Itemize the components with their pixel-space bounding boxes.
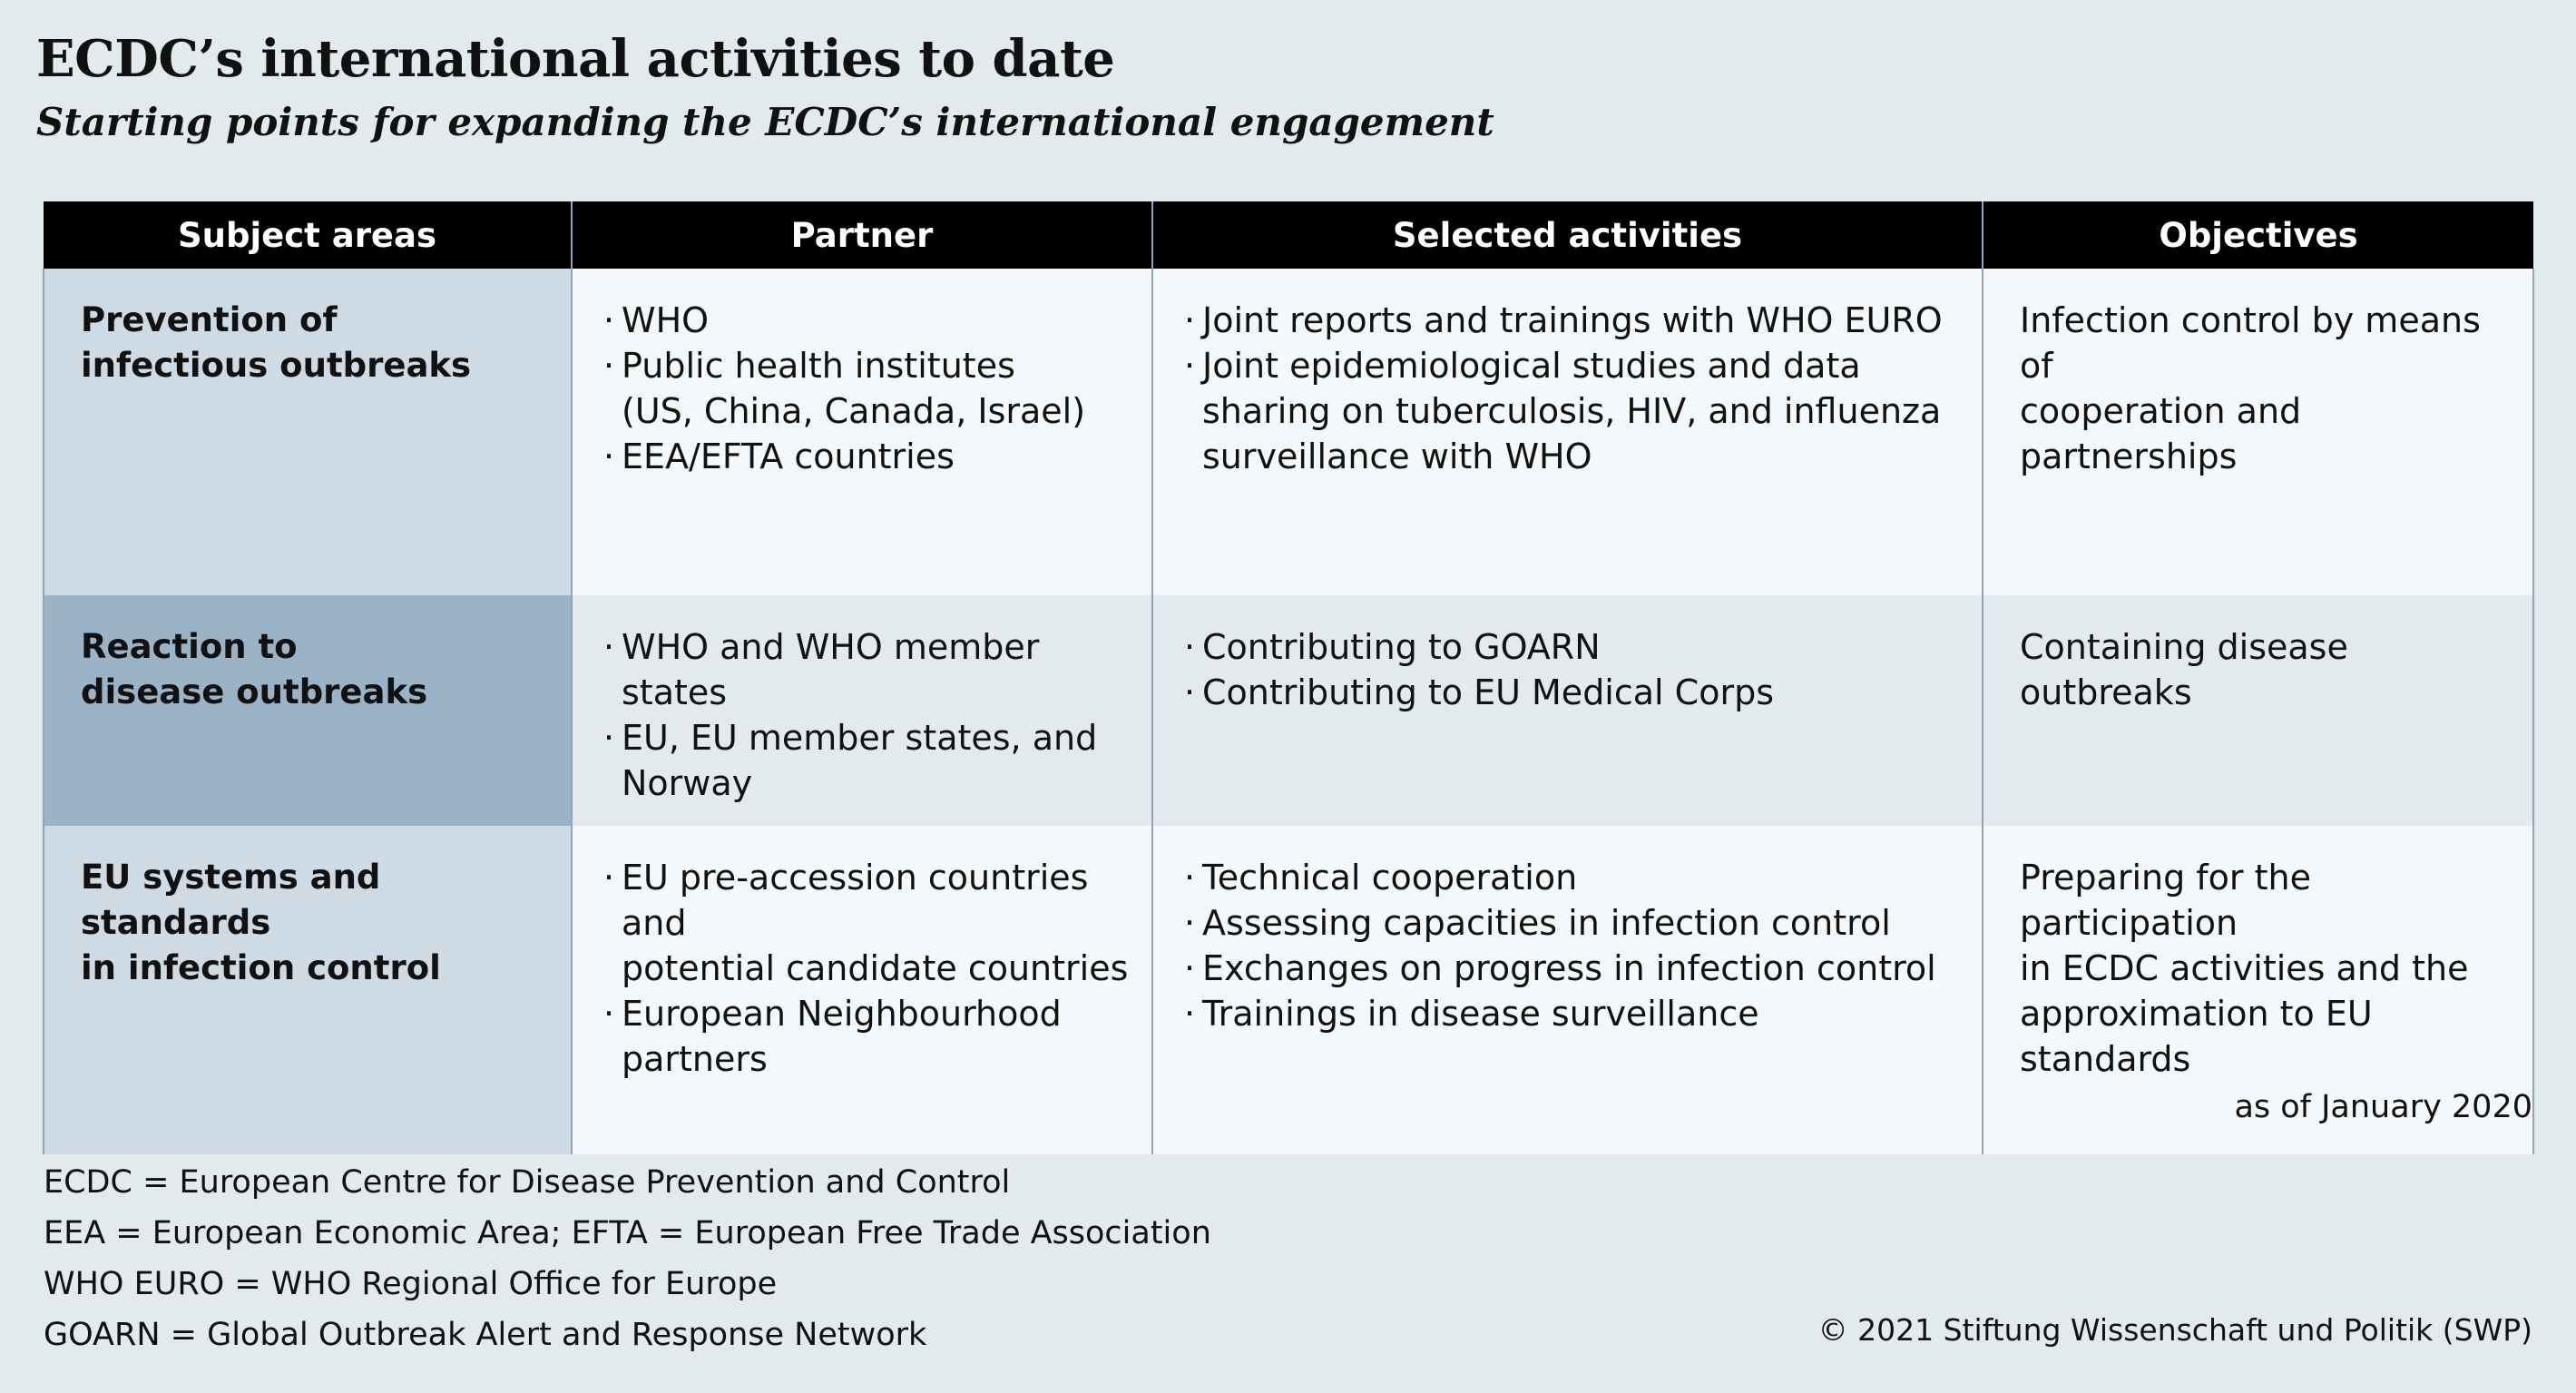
bullet-icon: · bbox=[603, 627, 615, 667]
partner-cell bbox=[572, 269, 1152, 595]
activity-item bbox=[1184, 298, 1964, 343]
partner-item bbox=[603, 855, 1133, 991]
objective-text: cooperation and partnerships bbox=[2020, 391, 2302, 476]
abbreviation-item: EEA = European Economic Area; EFTA = European Free Trade Association bbox=[44, 1215, 1211, 1251]
subject-cell bbox=[44, 595, 572, 826]
objective-text: approximation to EU standards bbox=[2020, 994, 2373, 1079]
activities-cell bbox=[1152, 595, 1983, 826]
abbreviation-item: ECDC = European Centre for Disease Prevention and Control bbox=[44, 1164, 1011, 1201]
partner-cell bbox=[572, 595, 1152, 826]
subject-line: in infection control bbox=[81, 948, 441, 987]
activity-item bbox=[1184, 670, 1964, 715]
bullet-icon: · bbox=[1184, 346, 1196, 386]
header-partner: Partner bbox=[572, 201, 1152, 269]
bullet-icon: · bbox=[1184, 903, 1196, 943]
bullet-icon: · bbox=[603, 300, 615, 340]
bullet-icon: · bbox=[1184, 994, 1196, 1034]
partner-text: (US, China, Canada, Israel) bbox=[622, 391, 1086, 431]
activity-text: Technical cooperation bbox=[1202, 858, 1578, 898]
partner-text: EEA/EFTA countries bbox=[622, 437, 955, 476]
subject-line: infectious outbreaks bbox=[81, 346, 472, 385]
activity-text: sharing on tuberculosis, HIV, and influenza bbox=[1202, 391, 1942, 431]
objectives-cell bbox=[1983, 269, 2533, 595]
activity-text: Contributing to GOARN bbox=[1202, 627, 1601, 667]
header-subject-areas: Subject areas bbox=[44, 201, 572, 269]
partner-item bbox=[603, 434, 1133, 479]
partner-item bbox=[603, 343, 1133, 434]
partner-text: EU pre-accession countries and bbox=[622, 858, 1089, 943]
partner-item bbox=[603, 991, 1133, 1082]
activities-cell bbox=[1152, 269, 1983, 595]
partner-text: EU, EU member states, and bbox=[622, 718, 1098, 758]
bullet-icon: · bbox=[1184, 627, 1196, 667]
as-of-date: as of January 2020 bbox=[2234, 1089, 2532, 1125]
objective-text: Infection control by means of bbox=[2020, 300, 2481, 386]
bullet-icon: · bbox=[1184, 672, 1196, 712]
activity-item bbox=[1184, 343, 1964, 479]
table-header-row bbox=[44, 201, 2533, 269]
table-row bbox=[44, 595, 2533, 826]
bullet-icon: · bbox=[603, 858, 615, 898]
abbreviation-item: WHO EURO = WHO Regional Office for Europe bbox=[44, 1266, 778, 1302]
partner-text: Norway bbox=[622, 763, 753, 803]
activity-item bbox=[1184, 946, 1964, 991]
subject-line: Prevention of bbox=[81, 300, 338, 339]
objective-text: Preparing for the participation bbox=[2020, 858, 2311, 943]
activity-text: Trainings in disease surveillance bbox=[1202, 994, 1759, 1034]
copyright-notice: © 2021 Stiftung Wissenschaft und Politik (SWP) bbox=[1817, 1312, 2532, 1348]
partner-item bbox=[603, 298, 1133, 343]
bullet-icon: · bbox=[603, 718, 615, 758]
partner-text: WHO bbox=[622, 300, 710, 340]
subject-cell bbox=[44, 269, 572, 595]
bullet-icon: · bbox=[1184, 858, 1196, 898]
page-subtitle: Starting points for expanding the ECDC’s international engagement bbox=[36, 100, 1494, 144]
bullet-icon: · bbox=[1184, 948, 1196, 988]
partner-text: partners bbox=[622, 1039, 768, 1079]
subject-line: Reaction to bbox=[81, 627, 298, 666]
activity-text: Contributing to EU Medical Corps bbox=[1202, 672, 1775, 712]
partner-item bbox=[603, 715, 1133, 806]
activities-table bbox=[43, 201, 2534, 1154]
objective-text: in ECDC activities and the bbox=[2020, 948, 2469, 988]
bullet-icon: · bbox=[1184, 300, 1196, 340]
partner-text: Public health institutes bbox=[622, 346, 1015, 386]
header-selected-activities: Selected activities bbox=[1152, 201, 1983, 269]
objectives-cell bbox=[1983, 595, 2533, 826]
partner-text: WHO and WHO member states bbox=[622, 627, 1040, 712]
bullet-icon: · bbox=[603, 346, 615, 386]
partner-item bbox=[603, 624, 1133, 715]
abbreviation-item: GOARN = Global Outbreak Alert and Response Network bbox=[44, 1317, 927, 1353]
activity-text: surveillance with WHO bbox=[1202, 437, 1592, 476]
bullet-icon: · bbox=[603, 437, 615, 476]
table-row bbox=[44, 826, 2533, 1154]
header-objectives: Objectives bbox=[1983, 201, 2533, 269]
activity-text: Joint reports and trainings with WHO EURO bbox=[1202, 300, 1943, 340]
activity-item bbox=[1184, 900, 1964, 946]
subject-cell bbox=[44, 826, 572, 1154]
objective-text: Containing disease outbreaks bbox=[2020, 627, 2348, 712]
subject-line: disease outbreaks bbox=[81, 672, 428, 711]
activities-cell bbox=[1152, 826, 1983, 1154]
bullet-icon: · bbox=[603, 994, 615, 1034]
partner-cell bbox=[572, 826, 1152, 1154]
partner-text: European Neighbourhood bbox=[622, 994, 1062, 1034]
activity-item bbox=[1184, 991, 1964, 1036]
activity-text: Exchanges on progress in infection control bbox=[1202, 948, 1936, 988]
subject-line: EU systems and standards bbox=[81, 858, 381, 942]
activity-text: Assessing capacities in infection control bbox=[1202, 903, 1891, 943]
activity-item bbox=[1184, 855, 1964, 900]
partner-text: potential candidate countries bbox=[622, 948, 1129, 988]
page-title: ECDC’s international activities to date bbox=[36, 29, 1115, 89]
table-row bbox=[44, 269, 2533, 595]
activity-text: Joint epidemiological studies and data bbox=[1202, 346, 1861, 386]
abbreviations-list bbox=[44, 1157, 1211, 1360]
activity-item bbox=[1184, 624, 1964, 670]
